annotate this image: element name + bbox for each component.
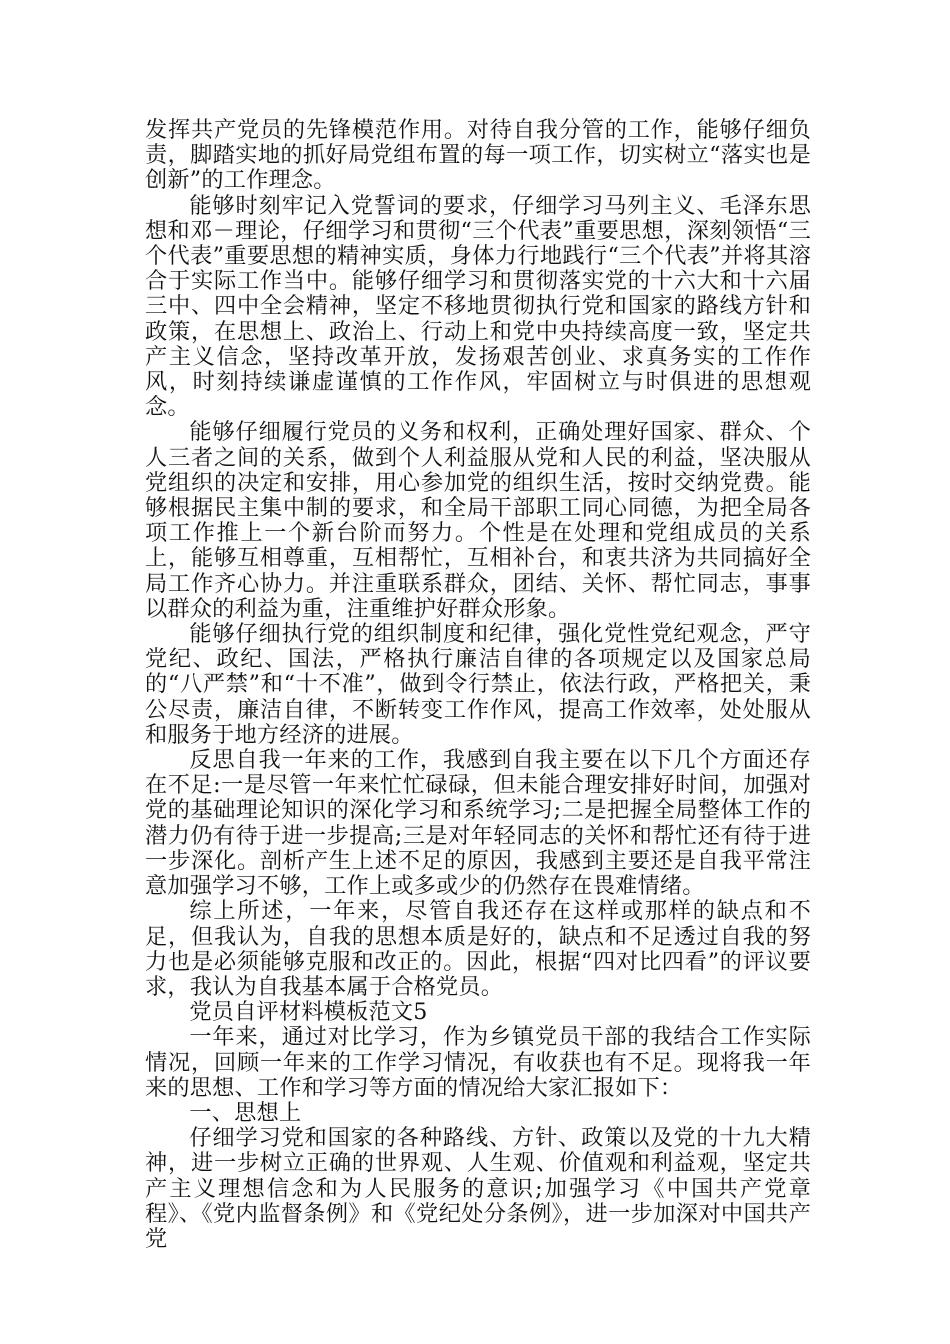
paragraph-6: 综上所述，一年来，尽管自我还存在这样或那样的缺点和不足，但我认为，自我的思想本质是好的，缺点和不足透过自我的努力也是必须能够克服和改正的。因此，根据“四对比四看”的评议要求，我认为自我基本属于合格党员。 <box>145 898 811 1000</box>
section-title: 党员自评材料模板范文5 <box>189 999 428 1026</box>
subheading-thought: 一、思想上 <box>189 1099 302 1126</box>
paragraph-4: 能够仔细执行党的组织制度和纪律，强化党性党纪观念，严守党纪、政纪、国法，严格执行廉洁自律的各项规定以及国家总局的“八严禁”和“十不准”，做到令行禁止，依法行政，严格把关，秉公尽责，廉洁自律，不断转变工作作风，提高工作效率，处处服从和服务于地方经济的进展。 <box>145 621 811 748</box>
paragraph-3: 能够仔细履行党员的义务和权利，正确处理好国家、群众、个人三者之间的关系，做到个人利益服从党和人民的利益，坚决服从党组织的决定和安排，用心参加党的组织生活，按时交纳党费。能够根据民主集中制的要求，和全局干部职工同心同德，为把全局各项工作推上一个新台阶而努力。个性是在处理和党组成员的关系上，能够互相尊重，互相帮忙，互相补台，和衷共济为共同搞好全局工作齐心协力。并注重联系群众，团结、关怀、帮忙同志，事事以群众的利益为重，注重维护好群众形象。 <box>145 419 811 622</box>
paragraph-1: 发挥共产党员的先锋模范作用。对待自我分管的工作，能够仔细负责，脚踏实地的抓好局党组布置的每一项工作，切实树立“落实也是创新”的工作理念。 <box>145 117 811 194</box>
paragraph-8: 仔细学习党和国家的各种路线、方针、政策以及党的十九大精神，进一步树立正确的世界观、人生观、价值观和利益观，坚定共产主义理想信念和为人民服务的意识;加强学习《中国共产党章程》、《党内监督条例》和《党纪处分条例》，进一步加深对中国共产党 <box>145 1125 811 1252</box>
document-page <box>145 118 811 1252</box>
paragraph-7: 一年来，通过对比学习，作为乡镇党员干部的我结合工作实际情况，回顾一年来的工作学习情况，有收获也有不足。现将我一年来的思想、工作和学习等方面的情况给大家汇报如下： <box>145 1024 811 1101</box>
paragraph-2: 能够时刻牢记入党誓词的要求，仔细学习马列主义、毛泽东思想和邓－理论，仔细学习和贯彻“三个代表”重要思想，深刻领悟“三个代表”重要思想的精神实质，身体力行地践行“三个代表”并将其溶合于实际工作当中。能够仔细学习和贯彻落实党的十六大和十六届三中、四中全会精神，坚定不移地贯彻执行党和国家的路线方针和政策，在思想上、政治上、行动上和党中央持续高度一致，坚定共产主义信念，坚持改革开放，发扬艰苦创业、求真务实的工作作风，时刻持续谦虚谨慎的工作作风，牢固树立与时俱进的思想观念。 <box>145 192 811 421</box>
paragraph-5: 反思自我一年来的工作，我感到自我主要在以下几个方面还存在不足:一是尽管一年来忙忙碌碌，但未能合理安排好时间，加强对党的基础理论知识的深化学习和系统学习;二是把握全局整体工作的潜力仍有待于进一步提高;三是对年轻同志的关怀和帮忙还有待于进一步深化。剖析产生上述不足的原因，我感到主要还是自我平常注意加强学习不够，工作上或多或少的仍然存在畏难情绪。 <box>145 747 811 900</box>
